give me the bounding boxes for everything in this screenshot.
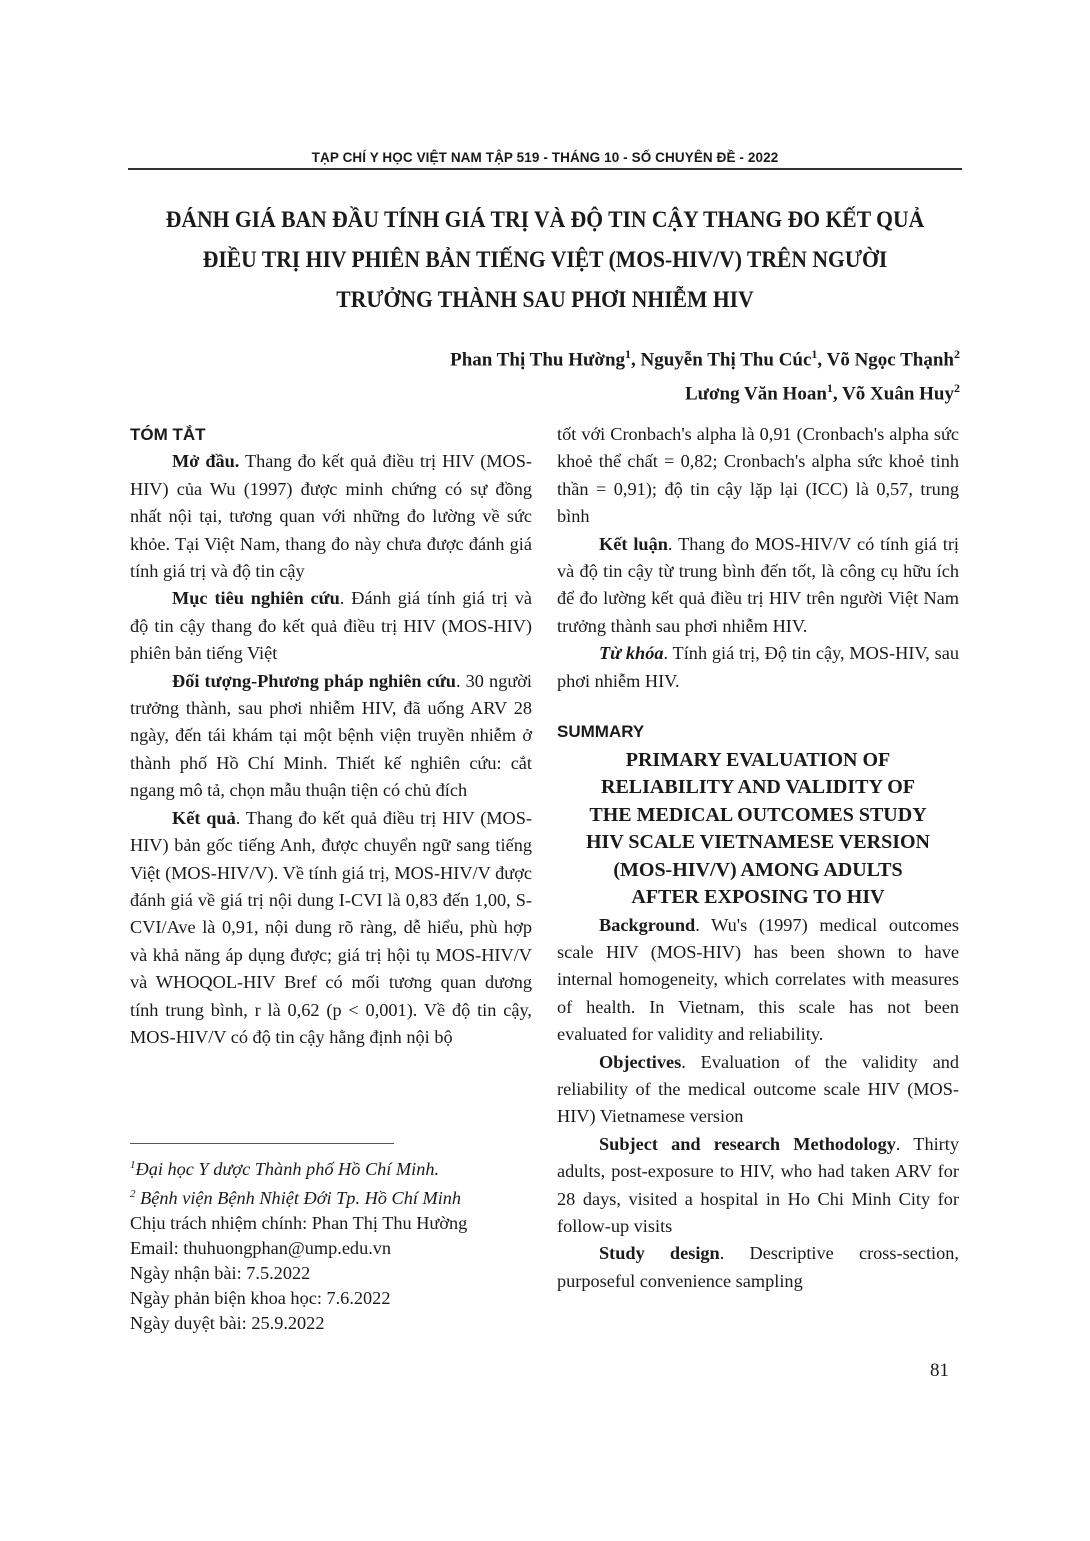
- author-name: Phan Thị Thu Hường: [450, 349, 626, 371]
- title-line: TRƯỞNG THÀNH SAU PHƠI NHIỄM HIV: [336, 287, 754, 313]
- section-heading-tom-tat: TÓM TẮT: [130, 425, 206, 444]
- received-date: Ngày nhận bài: 7.5.2022: [130, 1263, 311, 1284]
- right-column: [557, 421, 959, 1295]
- para-text: . Thang đo kết quả điều trị HIV (MOS-HIV) bản gốc tiếng Anh, được chuyển ngữ sang tiếng Việt (MOS-HIV/V). Về tính giá trị, MOS-HIV/V được đánh giá về giá trị nội dung I-CVI là 0,83 đến 1,00, S-CVI/Ave là 0,91, nội dung rõ ràng, dễ hiểu, phù hợp và khả năng áp dụng được; giá trị hội tụ MOS-HIV/V và WHOQOL-HIV Bref có mối tương quan dương tính trung bình, r là 0,62 (p < 0,001). Về độ tin cậy, MOS-HIV/V có độ tin cậy hằng định nội bộ: [130, 807, 533, 1047]
- paragraph: [130, 668, 532, 805]
- summary-title-line: HIV SCALE VIETNAMESE VERSION: [586, 831, 930, 854]
- para-lead: Đối tượng-Phương pháp nghiên cứu: [172, 670, 456, 691]
- para-text: . Đánh giá tính giá trị và độ tin cậy thang đo kết quả điều trị HIV (MOS-HIV) phiên bản tiếng Việt: [130, 588, 532, 664]
- author-list: Phan Thị Thu Hường$^1$, Nguyễn Thị Thu Cúc$^1$, Võ Ngọc Thạnh$^2$ Lương Văn Hoan$^1$, Võ Xuân Huy$^2$: [450, 347, 960, 405]
- paragraph-continued: [557, 421, 959, 531]
- para-lead: Từ khóa: [599, 643, 664, 664]
- accepted-date: Ngày duyệt bài: 25.9.2022: [130, 1313, 325, 1334]
- footnote-rule: [130, 1143, 394, 1144]
- author-name: Võ Ngọc Thạnh: [826, 349, 954, 371]
- keywords: [557, 640, 959, 695]
- para-lead: Subject and research Methodology: [599, 1133, 896, 1154]
- title-line: ĐIỀU TRỊ HIV PHIÊN BẢN TIẾNG VIỆT (MOS-HIV/V) TRÊN NGƯỜI: [202, 247, 888, 273]
- summary-title-line: (MOS-HIV/V) AMONG ADULTS: [613, 858, 903, 881]
- paragraph: [557, 1049, 959, 1131]
- paragraph: [130, 585, 532, 667]
- page-number: 81: [930, 1360, 949, 1381]
- corresponding-author: Chịu trách nhiệm chính: Phan Thị Thu Hường: [130, 1213, 468, 1234]
- review-date: Ngày phản biện khoa học: 7.6.2022: [130, 1288, 391, 1309]
- summary-title-line: PRIMARY EVALUATION OF: [625, 749, 891, 772]
- author-aff: 1: [625, 347, 632, 361]
- footnotes: [130, 1153, 550, 1336]
- para-lead: Kết luận: [599, 533, 668, 554]
- para-text: . Thirty adults, post-exposure to HIV, who had taken ARV for 28 days, visited a hospital in Ho Chi Minh City for follow-up visits: [557, 1133, 959, 1236]
- para-text: . Thang đo MOS-HIV/V có tính giá trị và độ tin cậy từ trung bình đến tốt, là công cụ hữu ích để đo lường kết quả điều trị HIV trên người Việt Nam trưởng thành sau phơi nhiễm HIV.: [557, 533, 959, 636]
- paragraph: [557, 912, 959, 1049]
- header-rule: [128, 168, 962, 170]
- author-name: Lương Văn Hoan: [684, 383, 827, 405]
- paragraph: [130, 805, 532, 1052]
- affiliation: Bệnh viện Bệnh Nhiệt Đới Tp. Hồ Chí Minh: [135, 1188, 462, 1209]
- title-line: ĐÁNH GIÁ BAN ĐẦU TÍNH GIÁ TRỊ VÀ ĐỘ TIN CẬY THANG ĐO KẾT QUẢ: [165, 207, 925, 233]
- section-heading-summary: SUMMARY: [557, 722, 645, 742]
- abstract-vi-column: [130, 421, 532, 1051]
- author-name: Nguyễn Thị Thu Cúc: [640, 349, 812, 371]
- paragraph: [130, 448, 532, 585]
- para-text: . Descriptive cross-section, purposeful convenience sampling: [557, 1243, 959, 1291]
- para-text: . Wu's (1997) medical outcomes scale HIV (MOS-HIV) has been shown to have internal homogeneity, which correlates with measures of health. In Vietnam, this scale has not been evaluated for validity and reliability.: [557, 914, 959, 1045]
- para-lead: Background: [599, 914, 696, 935]
- footnote-num: 2: [130, 1188, 136, 1201]
- paragraph: [557, 1131, 959, 1241]
- para-text: tốt với Cronbach's alpha là 0,91 (Cronbach's alpha sức khoẻ thể chất = 0,82; Cronbach's alpha sức khoẻ tinh thần = 0,91); độ tin cậy lặp lại (ICC) là 0,57, trung bình: [557, 424, 959, 527]
- author-aff: 2: [954, 381, 960, 396]
- para-lead: Objectives: [599, 1051, 682, 1072]
- summary-title-line: AFTER EXPOSING TO HIV: [631, 886, 885, 909]
- para-text: Thang đo kết quả điều trị HIV (MOS-HIV) của Wu (1997) được minh chứng có sự đồng nhất nội tại, tương quan với những đo lường về sức khỏe. Tại Việt Nam, thang đo này chưa được đánh giá tính giá trị và độ tin cậy: [130, 451, 532, 582]
- para-lead: Mở đầu.: [172, 451, 240, 472]
- summary-title: [557, 747, 959, 911]
- para-text: . Tính giá trị, Độ tin cậy, MOS-HIV, sau phơi nhiễm HIV.: [557, 643, 959, 691]
- article-title: [154, 200, 936, 320]
- para-lead: Kết quả: [172, 807, 236, 828]
- footnote-num: 1: [130, 1159, 136, 1171]
- author-aff: 1: [826, 381, 833, 396]
- para-lead: Study design: [599, 1243, 720, 1264]
- journal-header: TẠP CHÍ Y HỌC VIỆT NAM TẬP 519 - THÁNG 10 - SỐ CHUYÊN ĐỀ - 2022: [311, 150, 779, 165]
- author-name: Võ Xuân Huy: [842, 383, 954, 405]
- paragraph: [557, 1240, 959, 1295]
- email: Email: thuhuongphan@ump.edu.vn: [130, 1238, 392, 1259]
- para-text: . Evaluation of the validity and reliability of the medical outcome scale HIV (MOS-HIV) Vietnamese version: [557, 1051, 959, 1127]
- affiliation: Đại học Y dược Thành phố Hồ Chí Minh.: [135, 1159, 440, 1180]
- author-aff: 1: [811, 347, 818, 361]
- summary-title-line: THE MEDICAL OUTCOMES STUDY: [589, 803, 927, 826]
- paragraph: [557, 531, 959, 641]
- author-aff: 2: [954, 347, 960, 361]
- para-lead: Mục tiêu nghiên cứu: [172, 588, 340, 609]
- summary-title-line: RELIABILITY AND VALIDITY OF: [601, 776, 915, 799]
- para-text: . 30 người trưởng thành, sau phơi nhiễm HIV, đã uống ARV 28 ngày, đến tái khám tại một bệnh viện truyền nhiễm ở thành phố Hồ Chí Minh. Thiết kế nghiên cứu: cắt ngang mô tả, chọn mẫu thuận tiện có chủ đích: [130, 670, 532, 801]
